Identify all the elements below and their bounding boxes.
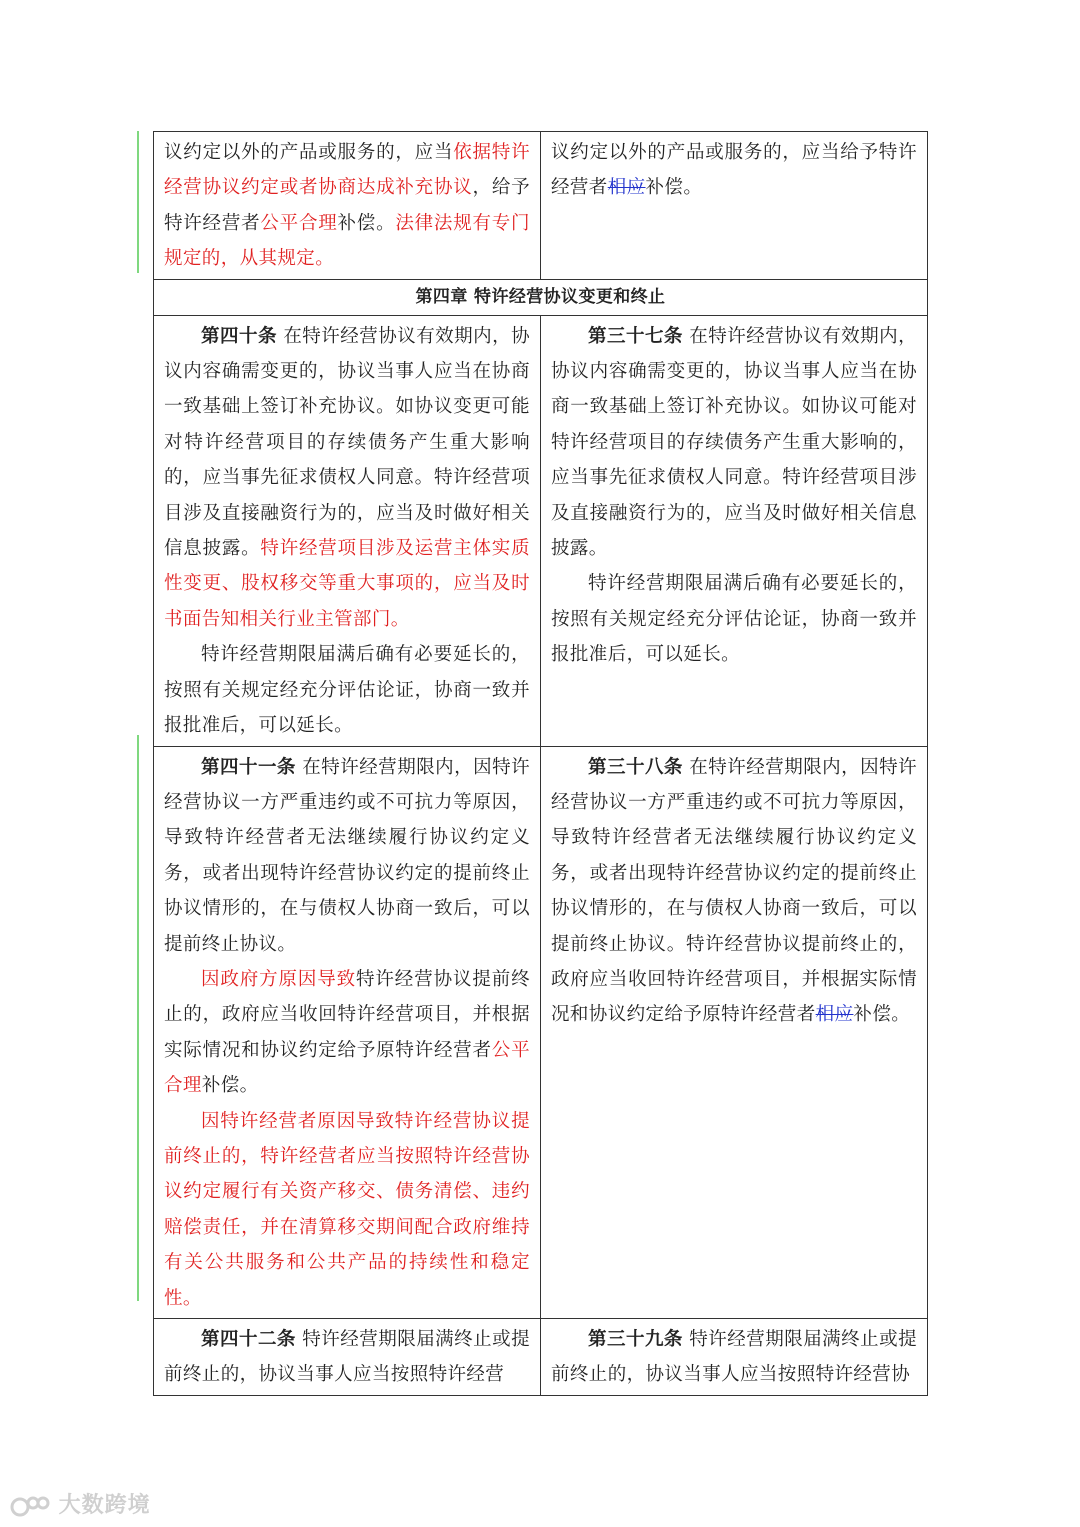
article-label: 第三十九条	[588, 1329, 683, 1350]
watermark	[10, 1488, 151, 1519]
right-cell	[541, 1319, 928, 1396]
left-cell	[154, 746, 541, 1319]
deleted-text: 相应	[815, 1004, 854, 1026]
right-cell	[541, 315, 928, 746]
table-row	[154, 315, 928, 746]
watermark-text: 大数跨境	[58, 1493, 151, 1518]
table-row	[154, 132, 928, 280]
article-label: 第三十七条	[588, 325, 683, 347]
article-label: 第三十八条	[588, 756, 683, 778]
comparison-table	[153, 131, 928, 1396]
chapter-heading: 第四章 特许经营协议变更和终止	[154, 279, 928, 315]
added-text: 特许经营项目涉及运营主体实质性变更、股权移交等重大事项的，应当及时书面告知相关行业主管部门。	[164, 538, 530, 630]
text: 在特许经营协议有效期内，协议内容确需变更的，协议当事人应当在协商一致基础上签订补充协议。如协议可能对特许经营项目的存续债务产生重大影响的，应当事先征求债权人同意。特许经营项目涉及直接融资行为的，应当及时做好相关信息披露。	[551, 325, 917, 560]
deleted-text: 相应	[607, 177, 646, 199]
text: ，给予特许经营者	[164, 177, 530, 234]
table-row	[154, 1319, 928, 1396]
added-text: 依据特许经营协议约定或者协商达成补充协议	[164, 142, 530, 199]
right-cell	[541, 132, 928, 280]
text: 在特许经营期限内，因特许经营协议一方严重违约或不可抗力等原因，导致特许经营者无法继续履行协议约定义务，或者出现特许经营协议约定的提前终止协议情形的，在与债权人协商一致后，可以提前终止协议。	[164, 756, 530, 955]
added-text: 因政府方原因导致	[201, 968, 357, 990]
added-text: 公平合理	[164, 1039, 530, 1097]
text: 特许经营期限届满终止或提前终止的，协议当事人应当按照特许经营协	[551, 1329, 917, 1386]
right-cell	[541, 746, 928, 1319]
article-label: 第四十二条	[201, 1329, 296, 1350]
change-bar-1	[137, 131, 139, 273]
text: 补偿。	[645, 177, 703, 199]
logo-icon	[10, 1493, 50, 1519]
article-label: 第四十一条	[201, 756, 296, 778]
text: 议约定以外的产品或服务的，应当	[164, 142, 454, 163]
change-bar-2	[137, 735, 139, 1301]
paragraph: 特许经营期限届满后确有必要延长的，按照有关规定经充分评估论证，协商一致并报批准后，可以延长。	[551, 573, 917, 666]
text: 在特许经营协议有效期内，协议内容确需变更的，协议当事人应当在协商一致基础上签订补充协议。如协议变更可能对特许经营项目的存续债务产生重大影响的，应当事先征求债权人同意。特许经营项目涉及直接融资行为的，应当及时做好相关信息披露。	[164, 325, 531, 560]
text: 议约定以外的产品或服务的，应当给予特许经营者	[551, 142, 917, 199]
text: 补偿。	[201, 1075, 259, 1097]
article-label: 第四十条	[201, 325, 277, 347]
text: 在特许经营期限内，因特许经营协议一方严重违约或不可抗力等原因，导致特许经营者无法继续履行协议约定义务，或者出现特许经营协议约定的提前终止协议情形的，在与债权人协商一致后，可以提前终止协议。特许经营协议提前终止的，政府应当收回特许经营项目，并根据实际情况和协议约定给予原特许经营者	[551, 756, 917, 1026]
paragraph: 特许经营期限届满后确有必要延长的，按照有关规定经充分评估论证，协商一致并报批准后，可以延长。	[164, 644, 530, 737]
added-paragraph: 因特许经营者原因导致特许经营协议提前终止的，特许经营者应当按照特许经营协议约定履行有关资产移交、债务清偿、违约赔偿责任，并在清算移交期间配合政府维持有关公共服务和公共产品的持续性和稳定性。	[164, 1110, 530, 1309]
added-text: 公平合理	[260, 212, 338, 234]
table-row	[154, 746, 928, 1319]
text: 特许经营期限届满终止或提前终止的，协议当事人应当按照特许经营	[164, 1329, 530, 1386]
chapter-row	[154, 279, 928, 315]
text: 补偿。	[853, 1004, 911, 1026]
added-text: 法律法规有专门规定的，从其规定。	[164, 212, 530, 270]
left-cell	[154, 315, 541, 746]
left-cell	[154, 1319, 541, 1396]
text: 特许经营协议提前终止的，政府应当收回特许经营项目，并根据实际情况和协议约定给予原特许经营者	[164, 968, 530, 1061]
text: 补偿。	[337, 212, 396, 234]
left-cell	[154, 132, 541, 280]
